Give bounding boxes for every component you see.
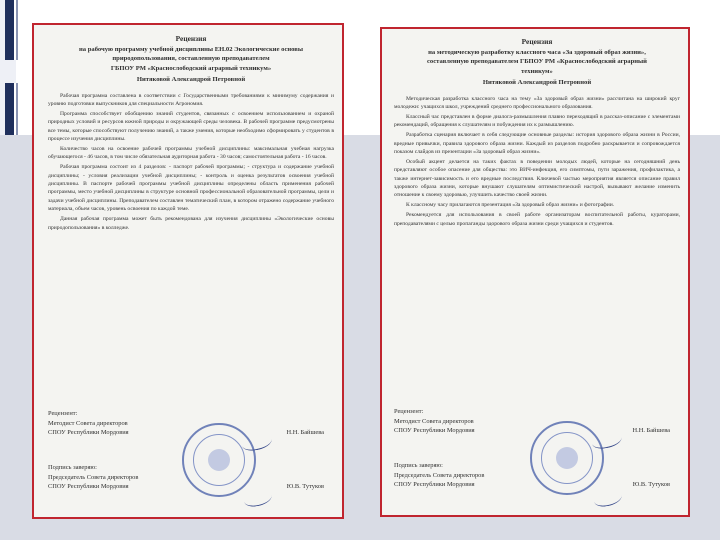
body-paragraph: Классный час представлен в форме диалога-размышления плавно переходящий в рассказ-описание с элементами рекомендаций, обращения к слушателям и побуждения их к размышлению. [394, 113, 680, 129]
side-tab[interactable] [5, 83, 16, 143]
reviewer-heading: Рецензент: [394, 408, 424, 415]
review-document-work-program [32, 23, 344, 519]
document-title [48, 34, 334, 85]
signature [593, 489, 623, 508]
signature [243, 489, 273, 508]
body-paragraph: Методическая разработка классного часа на тему «За здоровый образ жизни» рассчитана на широкий круг молодежи: учащихся школ, учреждений среднего профессионального образования. [394, 95, 680, 110]
reviewer-block [394, 407, 684, 436]
title-line: на методическую разработку классного часа «За здоровый образ жизни», [428, 48, 646, 56]
certification-block [394, 461, 684, 490]
title-line: на рабочую программу учебной дисциплины ЕН.02 Экологические основы [78, 45, 304, 53]
certifier-position: Председатель Совета директоров [394, 471, 485, 479]
document-heading: Рецензия [175, 34, 207, 43]
reviewer-position: Методист Совета директоров [48, 419, 128, 427]
title-line: техникум» [521, 67, 553, 75]
document-title [394, 37, 680, 88]
side-tab[interactable] [5, 0, 16, 60]
certification-heading: Подпись заверяю: [394, 462, 443, 469]
body-paragraph: Особый акцент делается на таких фактах в поведении молодых людей, которые на сегодняшний день представляют особое опасение для общества: это ВИЧ-инфекция, его симптомы, пути заражения, профилактика, а также интернет-зависимость и его вредные последствия. Ключевой частью мероприятия является описание правил здорового образа жизни, которые внушают слушателям оптимистический настрой, вызывают желание изменить отношение к своему здоровью, улучшить качество своей жизни. [394, 158, 680, 199]
reviewer-name: Н.Н. Байшева [632, 427, 670, 435]
body-paragraph: Количество часов на освоение рабочей программы учебной дисциплины: максимальная учебная нагрузка обучающегося - 46 часов, в том числе обязательная аудиторная работа - 30 часов; самостоятельная работа - 16 часов. [48, 145, 334, 161]
certifier-organization: СПОУ Республики Мордовия [48, 483, 129, 491]
reviewer-name: Н.Н. Байшева [286, 429, 324, 437]
body-paragraph: Рабочая программа состоит из 4 разделов: - паспорт рабочей программы; - структура и содержание учебной дисциплины; - условия реализации учебной дисциплины; - контроль и оценка результатов освоения учебной дисциплины. В паспорте рабочей программы учебной дисциплины определены область применения рабочей программы, место учебной дисциплины в структуре основной профессиональной образовательной программы, цели и задачи учебной дисциплины. Преподавателем составлен тематический план, в котором отражено содержание учебного материала, объем часов, уровень освоения по каждой теме. [48, 164, 334, 213]
reviewer-organization: СПОУ Республики Мордовия [394, 427, 475, 435]
title-line: ГБПОУ РМ «Краснослободский аграрный техникум» [110, 64, 272, 72]
document-body [48, 92, 334, 233]
author-name: Нитяковой Александрой Петровной [482, 79, 592, 86]
body-paragraph: Рекомендуется для использования в своей работе организаторам воспитательной работы, кураторами, преподавателями с целью пропаганды здорового образа жизни среди учащихся и студентов. [394, 212, 680, 227]
reviewer-position: Методист Совета директоров [394, 417, 474, 425]
body-paragraph: Данная рабочая программа может быть рекомендована для изучения дисциплины «Экологические основы природопользования» в колледже. [48, 216, 334, 231]
certification-heading: Подпись заверяю: [48, 464, 97, 471]
certifier-name: Ю.В. Тутуков [286, 483, 324, 491]
body-paragraph: Рабочая программа составлена в соответствии с Государственными требованиями к минимуму содержания и уровню подготовки выпускников для специальности Агрономия. [48, 92, 334, 107]
body-paragraph: К классному часу прилагаются презентация «За здоровый образ жизни» и фотографии. [406, 202, 615, 209]
certification-block [48, 463, 338, 492]
document-body [394, 95, 680, 229]
title-line: составленную преподавателем ГБПОУ РМ «Краснослободский аграрный [427, 58, 647, 65]
review-document-class-hour [380, 27, 690, 517]
reviewer-organization: СПОУ Республики Мордовия [48, 429, 129, 437]
certifier-position: Председатель Совета директоров [48, 473, 139, 481]
certifier-organization: СПОУ Республики Мордовия [394, 481, 475, 489]
reviewer-block [48, 409, 338, 438]
author-name: Нитяковой Александрой Петровной [136, 76, 246, 83]
title-line: природопользования, составленную преподавателем [112, 55, 270, 62]
certifier-name: Ю.В. Тутуков [632, 481, 670, 489]
reviewer-heading: Рецензент: [48, 410, 78, 417]
body-paragraph: Разработка сценария включает в себя следующие основные разделы: история здорового образа жизни в России, вредные привычки, правила здорового образа жизни. Каждый из разделов подробно раскрывается и сопровождается показом слайдов из презентации «За здоровый образ жизни». [394, 132, 680, 155]
body-paragraph: Программа способствует обобщению знаний студентов, связанных с освоением использованием и охраной природных условий и ресурсов южной природы и окружающей среды человека. В рабочей программе предусмотрены все темы, которые способствуют получению знаний, а также умения, которые необходимо сформировать у студентов в процессе изучения дисциплины. [48, 110, 334, 143]
document-heading: Рецензия [521, 37, 553, 46]
